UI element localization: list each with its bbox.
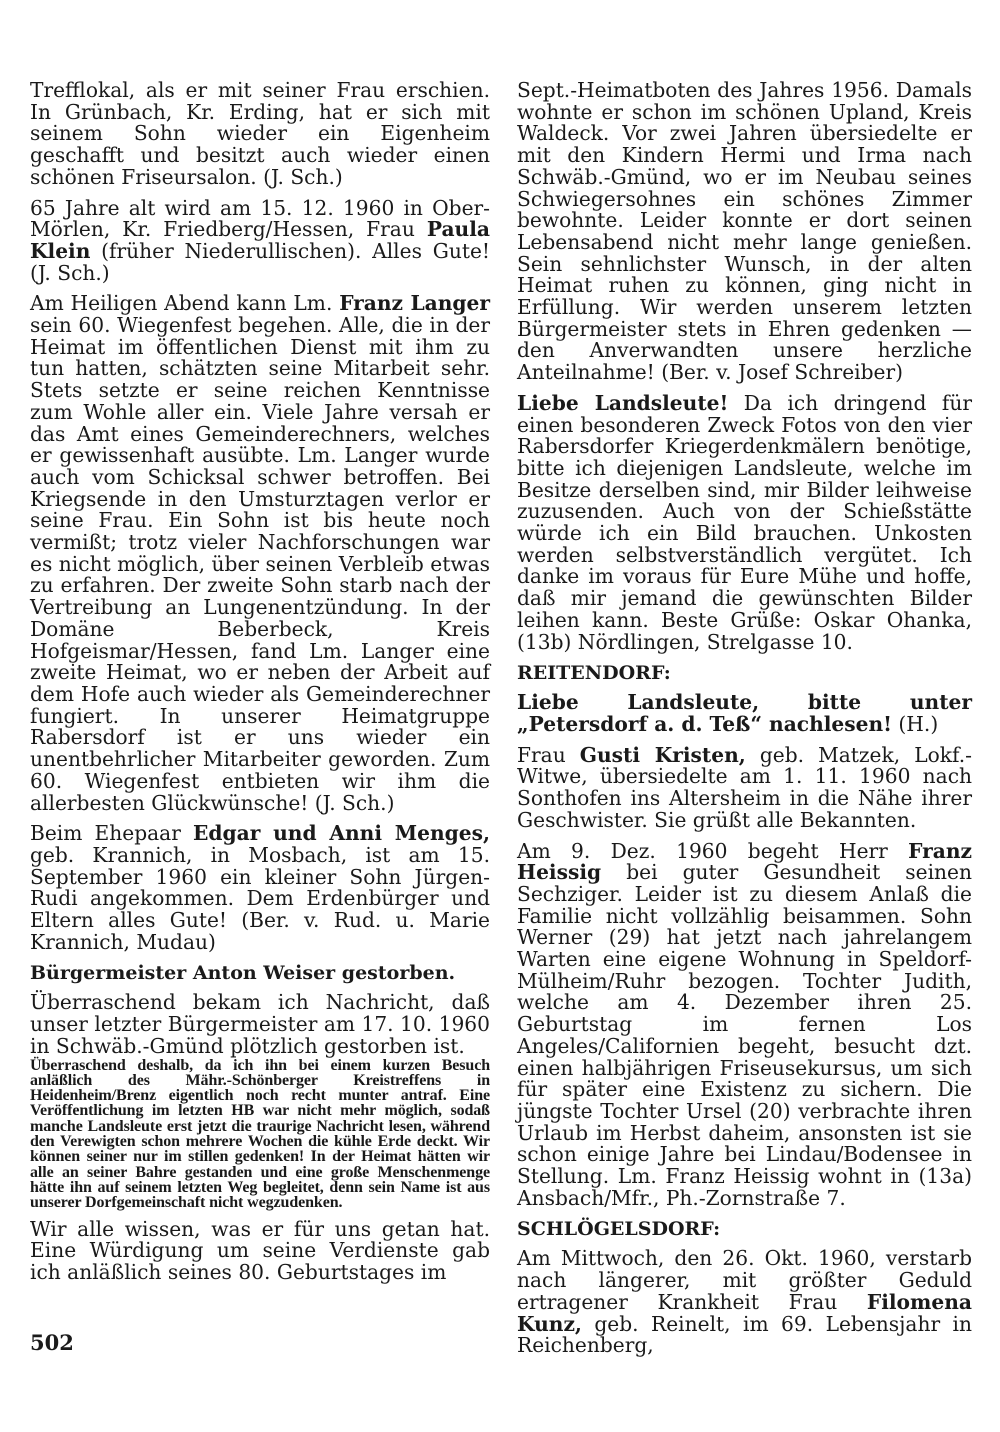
person-name: Franz Heissig <box>517 838 972 885</box>
paragraph-petersdorf: Liebe Landsleute, bitte unter „Petersdorf a. d. Teß“ nachlesen! (H.) <box>517 690 972 736</box>
bold-lead: Liebe Landsleute! <box>517 390 729 415</box>
person-name: Paula Klein <box>30 217 490 263</box>
heading-buergermeister: Bürgermeister Anton Weiser gestorben. <box>30 962 456 985</box>
paragraph-franz-heissig: Am 9. Dez. 1960 begeht Herr Franz Heissig bei guter Gesundheit seinen Sechziger. Leider ist zu diesem Anlaß die Familie nicht vollzählig beisammen. Sohn Werner (29) hat jetzt nach jahrelangem Warten eine eigene Wohnung in Speldorf-Mülheim/Ruhr bezogen. Tochter Judith, welche am 4. Dezember ihren 25. Geburtstag im fernen Los Angeles/Californien begeht, besucht dzt. einen halbjährigen Friseusekursus, um sich für später eine Existenz zu sichern. Die jüngste Tochter Ursel (20) verbrachte ihren Urlaub im Herbst daheim, ansonsten ist sie schon einige Jahre bei Lindau/Bodensee in Stellung. Lm. Franz Heissig wohnt in (13a) Ansbach/Mfr., Ph.-Zornstraße 7. <box>517 838 972 1210</box>
person-name: Franz Langer <box>339 291 490 316</box>
paragraph-heimatboten: Sept.-Heimatboten des Jahres 1956. Damals wohnte er schon im schönen Upland, Kreis Waldeck. Vor zwei Jahren übersiedelte er mit den Kindern Hermi und Irma nach Schwäb.-Gmünd, wo er im Neubau seines Schwiegersohnes ein schönes Zimmer bewohnte. Leider konnte er dort seinen Lebensabend nicht mehr lange genießen. Sein sehnlichster Wunsch, in der alten Heimat ruhen zu können, ging nicht in Erfüllung. Wir werden unserem letzten Bürgermeister stets in Ehren gedenken — den Anverwandten unsere herzliche Anteilnahme! (Ber. v. Josef Schreiber) <box>517 78 972 385</box>
paragraph-wuerdigung: Wir alle wissen, was er für uns getan hat. Eine Würdigung um seine Verdienste gab ich anläßlich seines 80. Geburtstages im <box>30 1216 490 1284</box>
right-column <box>517 80 972 1357</box>
paragraph-paula-klein: 65 Jahre alt wird am 15. 12. 1960 in Ober-Mörlen, Kr. Friedberg/Hessen, Frau Paula Klein (früher Niederullischen). Alles Gute! (J. Sch.) <box>30 195 490 285</box>
bold-lead: Liebe Landsleute, bitte unter „Petersdorf a. d. Teß“ nachlesen! <box>517 690 972 736</box>
person-name: Filomena Kunz, <box>517 1289 972 1336</box>
heading-reitendorf: REITENDORF: <box>517 662 671 685</box>
page-number: 502 <box>30 1330 74 1355</box>
person-name: Edgar und Anni Menges, <box>193 821 491 846</box>
paragraph-menges: Beim Ehepaar Edgar und Anni Menges, geb. Krannich, in Mosbach, ist am 15. September 1960 ein kleiner Sohn Jürgen-Rudi angekommen. Dem Erdenbürger und Eltern alles Gute! (Ber. v. Rud. u. Marie Krannich, Mudau) <box>30 821 491 954</box>
paragraph-gusti-kristen: Frau Gusti Kristen, geb. Matzek, Lokf.-Witwe, übersiedelte am 1. 11. 1960 nach Sonthofen ins Altersheim in die Nähe ihrer Geschwister. Sie grüßt alle Bekannten. <box>517 742 972 832</box>
paragraph-liebe-landsleute: Liebe Landsleute! Da ich dringend für einen besonderen Zweck Fotos von den vier Rabersdorfer Kriegerdenkmälern benötige, bitte ich diejenigen Landsleute, welche im Besitze derselben sind, mir Bilder leihweise zuzusenden. Auch von der Schießstätte würde ich ein Bild brauchen. Unkosten werden selbstverständlich vergütet. Ich danke im voraus für Eure Mühe und hoffe, daß mir jemand die gewünschten Bilder leihen kann. Beste Grüße: Oskar Ohanka, (13b) Nördlingen, Strelgasse 10. <box>517 390 972 654</box>
heading-schloegelsdorf: SCHLÖGELSDORF: <box>517 1218 721 1241</box>
left-column <box>30 80 490 1284</box>
paragraph-trefflokal: Trefflokal, als er mit seiner Frau erschien. In Grünbach, Kr. Erding, hat er sich mit seinem Sohn wieder ein Eigenheim geschafft und besitzt auch wieder einen schönen Friseursalon. (J. Sch.) <box>30 78 490 189</box>
paragraph-filomena-kunz: Am Mittwoch, den 26. Okt. 1960, verstarb nach längerer, mit größter Geduld ertragener Krankheit Frau Filomena Kunz, geb. Reinelt, im 69. Lebensjahr in Reichenberg, <box>517 1246 972 1358</box>
paragraph-franz-langer: Am Heiligen Abend kann Lm. Franz Langer sein 60. Wiegenfest begehen. Alle, die in der Heimat im öffentlichen Dienst mit ihm zu tun hatten, schätzten seine Mitarbeit sehr. Stets setzte er seine reichen Kenntnisse zum Wohle aller ein. Viele Jahre versah er das Amt eines Gemeinderechners, welches er gewissenhaft ausübte. Lm. Langer wurde auch vom Schicksal schwer betroffen. Bei Kriegsende in den Umsturztagen verlor er seine Frau. Ein Sohn ist bis heute noch vermißt; trotz vieler Nachforschungen war es nicht möglich, über seinen Verbleib etwas zu erfahren. Der zweite Sohn starb nach der Vertreibung an Lungenentzündung. In der Domäne Beberbeck, Kreis Hofgeismar/Hessen, fand Lm. Langer eine zweite Heimat, wo er neben der Arbeit auf dem Hofe auch wieder als Gemeinderechner fungiert. In unserer Heimatgruppe Rabersdorf ist er uns wieder ein unentbehrlicher Mitarbeiter geworden. Zum 60. Wiegenfest entbieten wir ihm die allerbesten Glückwünsche! (J. Sch.) <box>30 291 490 815</box>
person-name: Gusti Kristen, <box>579 742 746 767</box>
paragraph-nachricht: Überraschend bekam ich Nachricht, daß unser letzter Bürgermeister am 17. 10. 1960 in Schwäb.-Gmünd plötzlich gestorben ist. <box>30 990 490 1058</box>
paragraph-small-print: Überraschend deshalb, da ich ihn bei einem kurzen Besuch anläßlich des Mähr.-Schönberger Kreistreffens in Heidenheim/Brenz eigentlich noch recht munter antraf. Eine Veröffentlichung im letzten HB war nicht mehr möglich, sodaß manche Landsleute erst jetzt die traurige Nachricht lesen, während den Verewigten schon mehrere Wochen die kühle Erde deckt. Wir können seiner nur im stillen gedenken! In der Heimat hätten wir alle an seiner Bahre gestanden und eine große Menschenmenge hätte ihn auf seinem letzten Weg begleitet, denn sein Name ist aus unserer Dorfgemeinschaft nicht wegzudenken. <box>30 1056 490 1212</box>
